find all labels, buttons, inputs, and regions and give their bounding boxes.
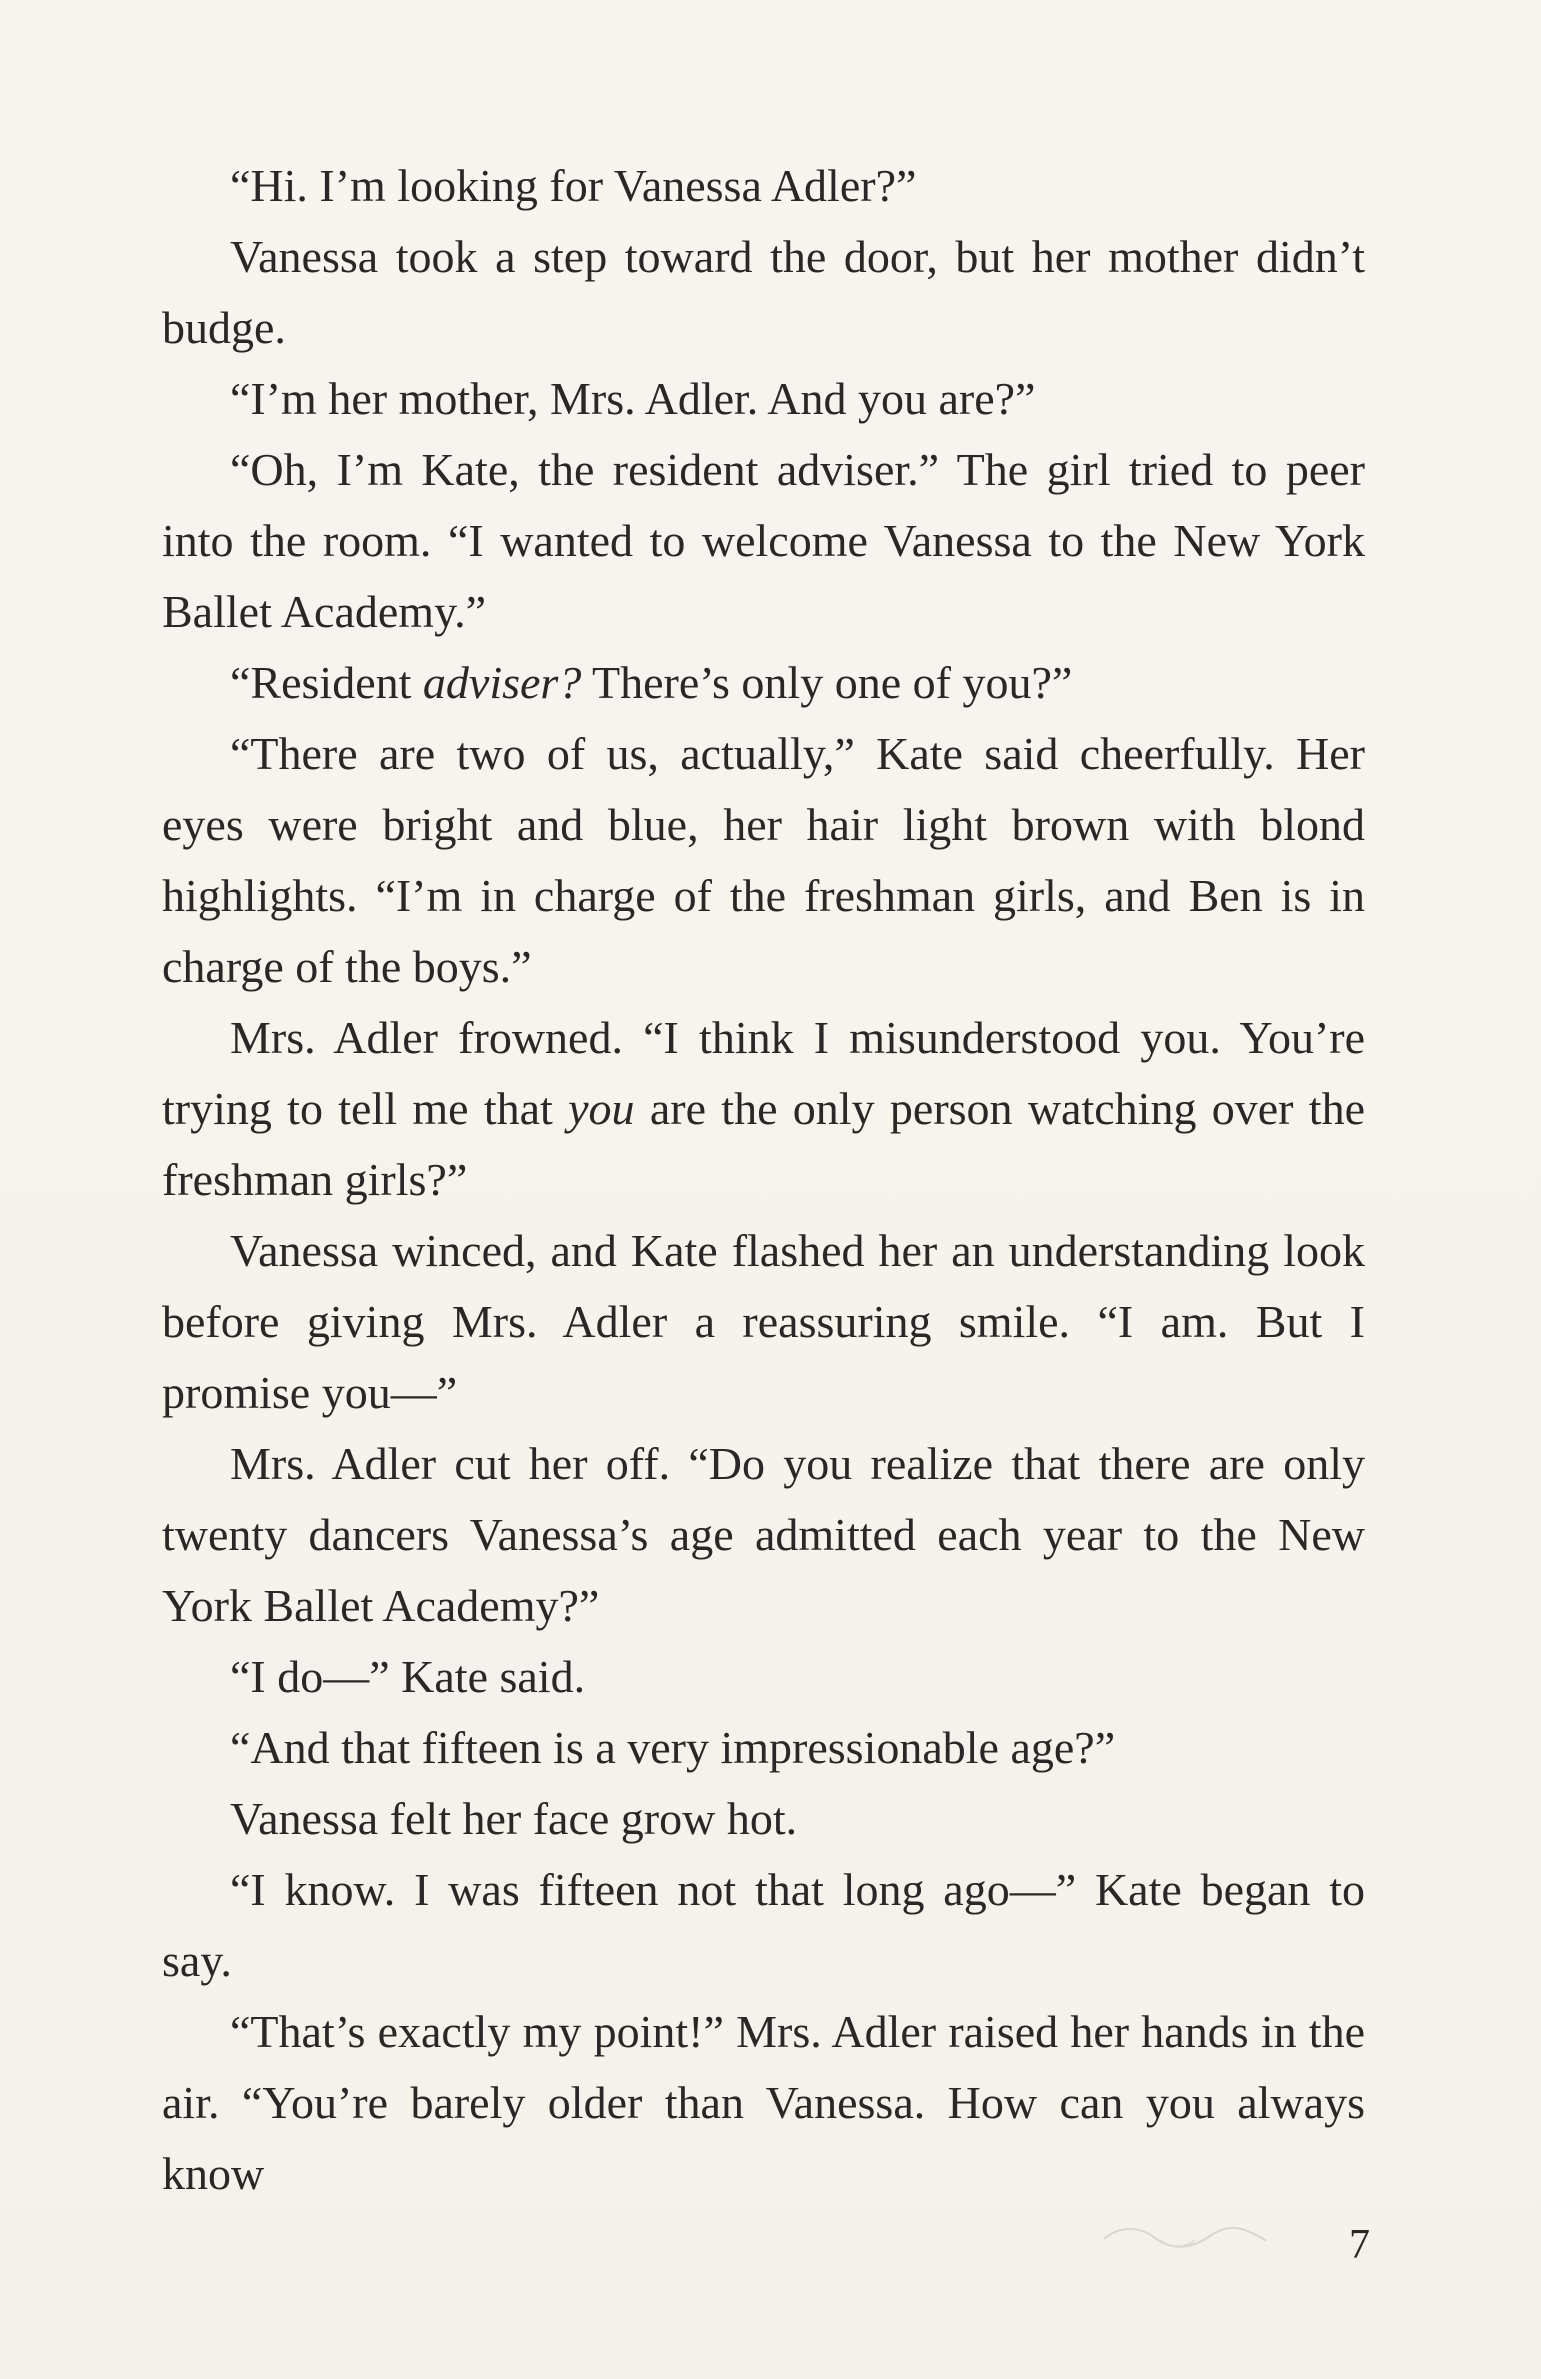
- paragraph-text: “Hi. I’m looking for Vanessa Adler?”: [230, 160, 917, 211]
- paragraph-text: Vanessa felt her face grow hot.: [230, 1793, 798, 1844]
- page-text: [162, 150, 1365, 2209]
- paragraph-4: [162, 434, 1365, 647]
- paragraph-2: [162, 221, 1365, 363]
- paragraph-10: [162, 1641, 1365, 1712]
- paragraph-text: Vanessa took a step toward the door, but her mother didn’t budge.: [162, 231, 1365, 353]
- paragraph-text: “And that fifteen is a very impressionable age?”: [230, 1722, 1116, 1773]
- paragraph-text: “There are two of us, actually,” Kate said cheerfully. Her eyes were bright and blue, her hair light brown with blond highlights. “I’m in charge of the freshman girls, and Ben is in charge of the boys.”: [162, 728, 1365, 992]
- paragraph-text: are the only person watching over the freshman girls?”: [162, 1083, 1365, 1205]
- paragraph-12: [162, 1783, 1365, 1854]
- paragraph-text: “Oh, I’m Kate, the resident adviser.” The girl tried to peer into the room. “I wanted to welcome Vanessa to the New York Ballet Academy.”: [162, 444, 1365, 637]
- paragraph-9: [162, 1428, 1365, 1641]
- paragraph-text: “That’s exactly my point!” Mrs. Adler raised her hands in the air. “You’re barely older than Vanessa. How can you always know: [162, 2006, 1365, 2199]
- paragraph-text: “I know. I was fifteen not that long ago—” Kate began to say.: [162, 1864, 1365, 1986]
- paragraph-text: “I’m her mother, Mrs. Adler. And you are?”: [230, 373, 1036, 424]
- paragraph-14: [162, 1996, 1365, 2209]
- paragraph-11: [162, 1712, 1365, 1783]
- paragraph-3: [162, 363, 1365, 434]
- paragraph-5: [162, 647, 1365, 718]
- paragraph-13: [162, 1854, 1365, 1996]
- paragraph-6: [162, 718, 1365, 1002]
- paragraph-8: [162, 1215, 1365, 1428]
- paragraph-text: Mrs. Adler frowned. “I think I misunderstood you. You’re trying to tell me that: [162, 1012, 1365, 1134]
- paragraph-text: “Resident: [230, 657, 423, 708]
- paragraph-text: Vanessa winced, and Kate flashed her an understanding look before giving Mrs. Adler a reassuring smile. “I am. But I promise you—”: [162, 1225, 1365, 1418]
- page-number: 7: [1349, 2222, 1370, 2268]
- flourish-icon: [1100, 2218, 1270, 2258]
- italic-text: you: [568, 1083, 635, 1134]
- paragraph-1: [162, 150, 1365, 221]
- paragraph-text: “I do—” Kate said.: [230, 1651, 586, 1702]
- paragraph-7: [162, 1002, 1365, 1215]
- paragraph-text: Mrs. Adler cut her off. “Do you realize that there are only twenty dancers Vanessa’s age admitted each year to the New York Ballet Academy?”: [162, 1438, 1365, 1631]
- italic-text: adviser?: [422, 657, 582, 708]
- paragraph-text: There’s only one of you?”: [581, 657, 1073, 708]
